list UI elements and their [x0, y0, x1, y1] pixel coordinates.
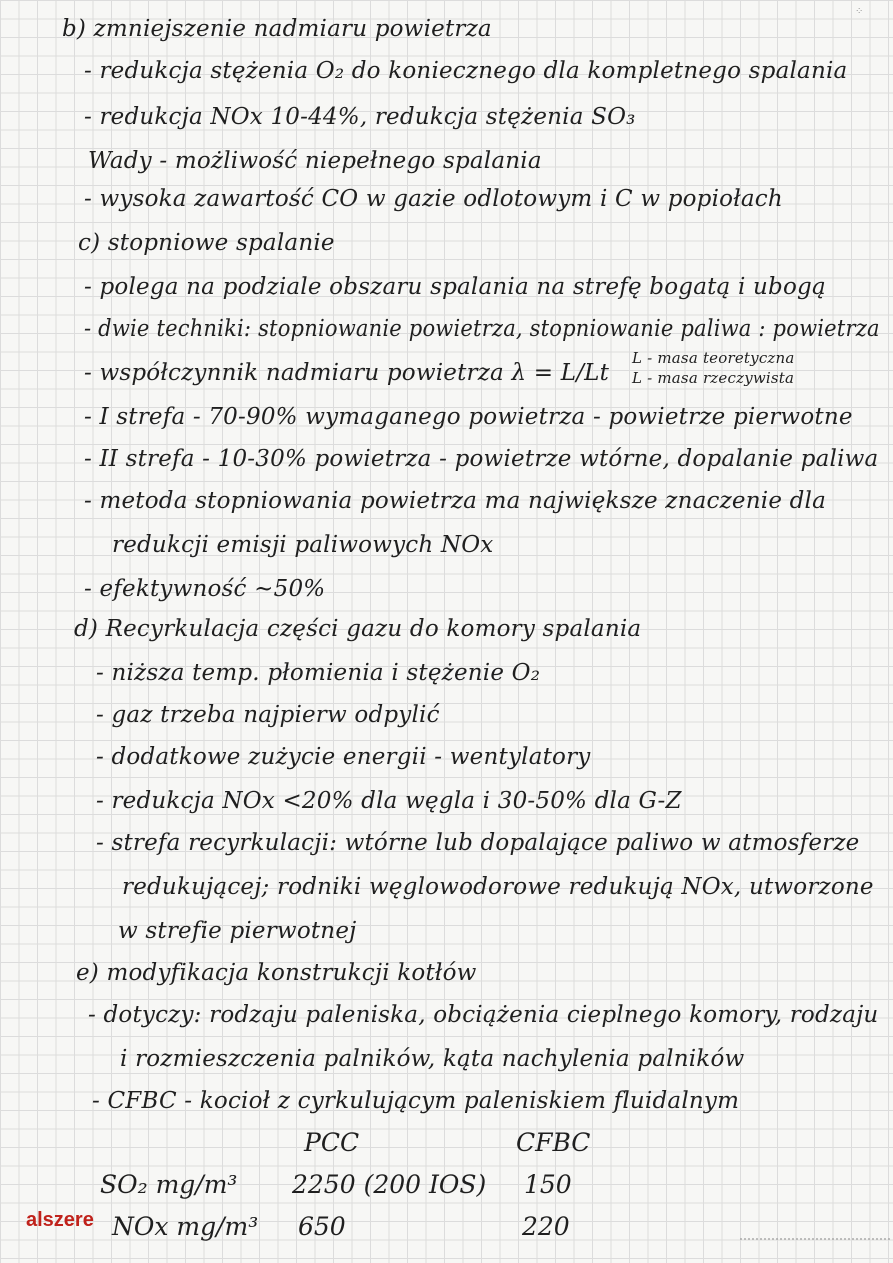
heading-b: b) zmniejszenie nadmiaru powietrza: [62, 16, 492, 42]
table-cell: 150: [524, 1170, 572, 1199]
note-line: - dotyczy: rodzaju paleniska, obciążenia cieplnego komory, rodzaju: [88, 1002, 879, 1028]
note-line: redukcji emisji paliwowych NOx: [112, 532, 494, 558]
note-line: - redukcja NOx <20% dla węgla i 30-50% dla G-Z: [96, 788, 682, 814]
note-line: w strefie pierwotnej: [118, 918, 357, 944]
heading-e: e) modyfikacja konstrukcji kotłów: [76, 960, 477, 986]
table-header-pcc: PCC: [304, 1128, 360, 1157]
note-annotation: L - masa rzeczywista: [632, 369, 795, 387]
note-line: - efektywność ~50%: [84, 576, 326, 602]
note-line: - redukcja stężenia O₂ do koniecznego dla kompletnego spalania: [84, 58, 848, 84]
heading-c: c) stopniowe spalanie: [78, 230, 335, 256]
note-line: Wady - możliwość niepełnego spalania: [88, 148, 542, 174]
note-line: - CFBC - kocioł z cyrkulującym paleniskiem fluidalnym: [92, 1088, 740, 1114]
table-cell: 2250 (200 IOS): [292, 1170, 487, 1199]
page-edge-texture: [740, 1238, 890, 1260]
note-line: redukującej; rodniki węglowodorowe redukują NOx, utworzone: [122, 874, 874, 900]
note-line: - I strefa - 70-90% wymaganego powietrza - powietrze pierwotne: [84, 404, 853, 430]
table-cell: 650: [298, 1212, 346, 1241]
note-line: - II strefa - 10-30% powietrza - powietrze wtórne, dopalanie paliwa: [84, 446, 879, 472]
note-annotation: L - masa teoretyczna: [632, 349, 795, 367]
page-corner-texture: ⁘: [855, 6, 864, 17]
watermark-text: alszere: [26, 1209, 94, 1231]
note-line: - dwie techniki: stopniowanie powietrza, stopniowanie paliwa : powietrza: [84, 316, 880, 342]
table-row-label: NOx mg/m³: [112, 1212, 259, 1241]
note-line: - strefa recyrkulacji: wtórne lub dopalające paliwo w atmosferze: [96, 830, 860, 856]
note-line: - polega na podziale obszaru spalania na strefę bogatą i ubogą: [84, 274, 826, 300]
note-line: - redukcja NOx 10-44%, redukcja stężenia SO₃: [84, 104, 636, 130]
table-cell: 220: [522, 1212, 570, 1241]
heading-d: d) Recyrkulacja części gazu do komory spalania: [74, 616, 642, 642]
note-line: i rozmieszczenia palników, kąta nachylenia palników: [120, 1046, 745, 1072]
note-line: - gaz trzeba najpierw odpylić: [96, 702, 440, 728]
note-line: - wysoka zawartość CO w gazie odlotowym i C w popiołach: [84, 186, 783, 212]
note-line: - metoda stopniowania powietrza ma największe znaczenie dla: [84, 488, 827, 514]
note-line: - współczynnik nadmiaru powietrza λ = L/Lt: [84, 360, 610, 386]
note-line: - niższa temp. płomienia i stężenie O₂: [96, 660, 541, 686]
table-row-label: SO₂ mg/m³: [100, 1170, 238, 1199]
table-header-cfbc: CFBC: [516, 1128, 591, 1157]
note-line: - dodatkowe zużycie energii - wentylatory: [96, 744, 591, 770]
